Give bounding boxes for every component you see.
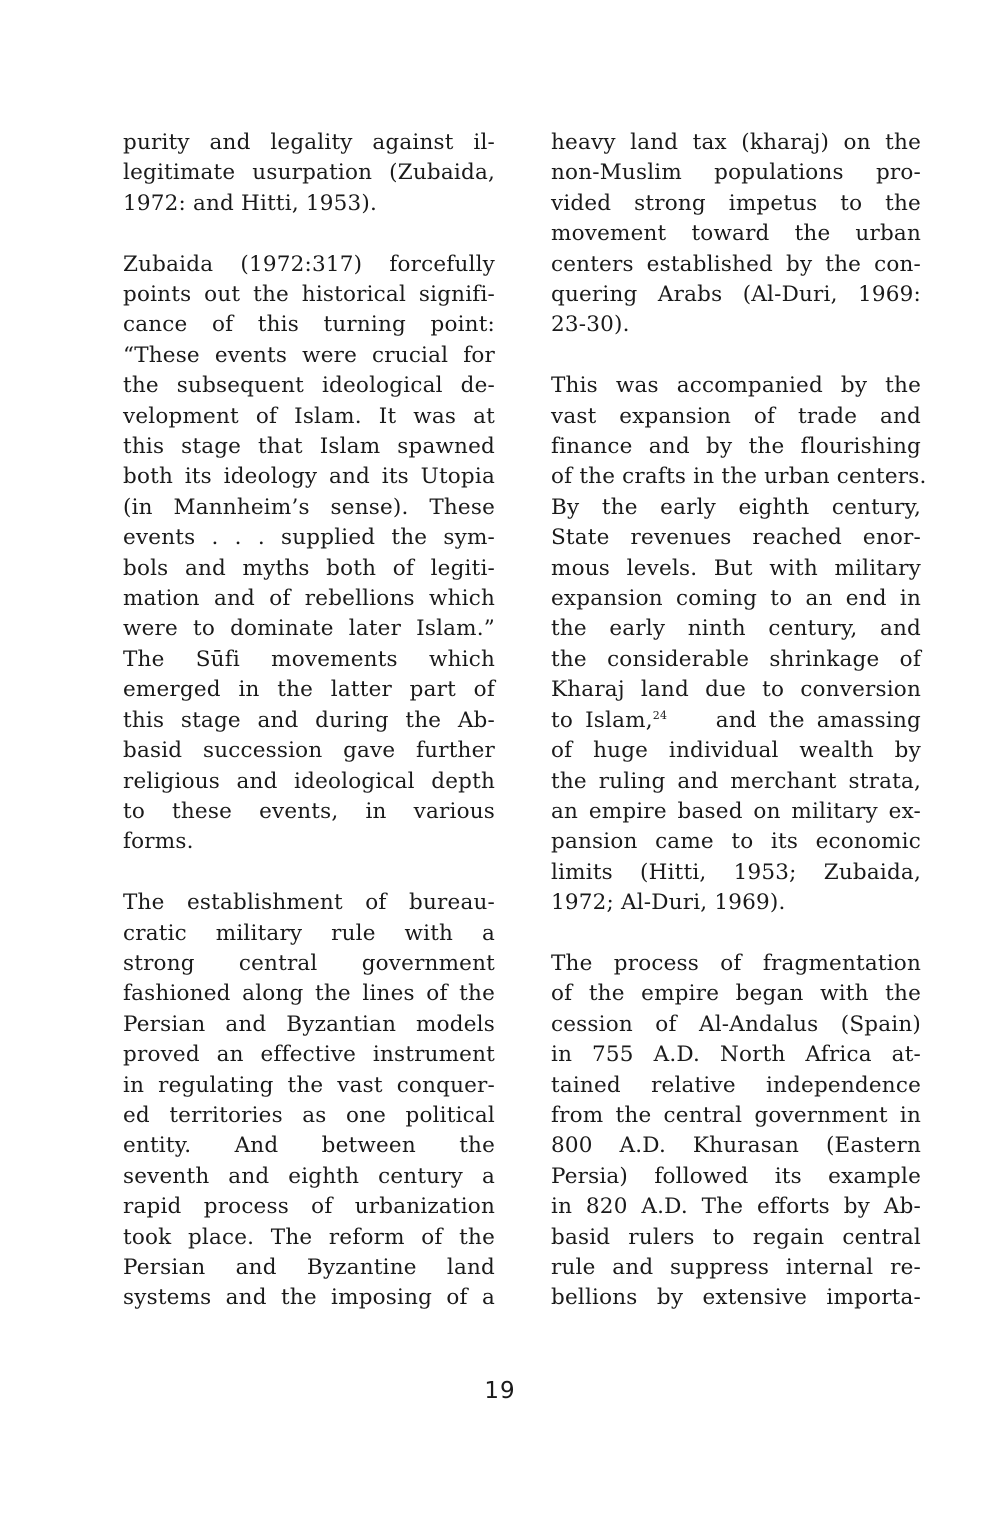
text-line: pansion came to its economic	[551, 829, 921, 855]
text-line: in regulating the vast conquer-	[123, 1072, 495, 1098]
text-line: (in Mannheim’s sense). These	[123, 494, 495, 520]
text-line: Persian and Byzantian models	[123, 1011, 495, 1037]
right-paragraph-1	[551, 128, 921, 341]
text-line: “These events were crucial for	[123, 342, 495, 368]
text-line: mation and of rebellions which	[123, 586, 495, 612]
text-fragment: to Islam,	[551, 707, 653, 733]
text-line: ed territories as one political	[123, 1102, 495, 1128]
text-line: vast expansion of trade and	[551, 403, 921, 429]
text-line: of huge individual wealth by	[551, 738, 921, 764]
page-number: 19	[484, 1378, 516, 1404]
text-line: vided strong impetus to the	[551, 190, 921, 216]
text-line: Kharaj land due to conversion	[551, 677, 921, 703]
text-line: mous levels. But with military	[551, 555, 921, 581]
left-paragraph-3	[123, 888, 495, 1314]
text-line: from the central government in	[551, 1102, 921, 1128]
text-line-with-footnote	[551, 706, 921, 736]
paragraph-gap	[551, 919, 921, 949]
text-line: emerged in the latter part of	[123, 677, 495, 703]
text-line: cession of Al-Andalus (Spain)	[551, 1011, 921, 1037]
text-line: the subsequent ideological de-	[123, 373, 495, 399]
text-line: movement toward the urban	[551, 221, 921, 247]
text-line: cratic military rule with a	[123, 920, 495, 946]
text-line: in 820 A.D. The efforts by Ab-	[551, 1194, 921, 1220]
text-line: The process of fragmentation	[551, 950, 921, 976]
text-line: 23-30).	[551, 312, 630, 338]
text-line: This was accompanied by the	[551, 373, 921, 399]
text-line: seventh and eighth century a	[123, 1163, 495, 1189]
text-line: the early ninth century, and	[551, 616, 921, 642]
text-line: the considerable shrinkage of	[551, 646, 921, 672]
text-line: fashioned along the lines of the	[123, 981, 495, 1007]
text-line: rapid process of urbanization	[123, 1194, 495, 1220]
text-line: entity. And between the	[123, 1133, 495, 1159]
text-line: rule and suppress internal re-	[551, 1255, 921, 1280]
text-line: quering Arabs (Al-Duri, 1969:	[551, 282, 921, 308]
text-line: bols and myths both of legiti-	[123, 555, 495, 581]
text-line: expansion coming to an end in	[551, 586, 921, 612]
text-line: religious and ideological depth	[123, 768, 495, 794]
text-line: purity and legality against il-	[123, 130, 495, 155]
text-line: Zubaida (1972:317) forcefully	[123, 251, 495, 277]
text-line: in 755 A.D. North Africa at-	[551, 1042, 921, 1068]
text-line: proved an effective instrument	[123, 1042, 495, 1068]
footnote-marker: 24	[652, 708, 668, 722]
text-line: were to dominate later Islam.”	[123, 616, 495, 642]
text-line: Persia) followed its example	[551, 1163, 921, 1189]
text-line: tained relative independence	[551, 1072, 921, 1098]
right-paragraph-2	[551, 371, 927, 918]
text-line: both its ideology and its Utopia	[123, 464, 495, 490]
text-line: 1972; Al-Duri, 1969).	[551, 890, 786, 916]
text-line: 1972: and Hitti, 1953).	[123, 190, 378, 216]
text-line: strong central government	[123, 950, 495, 976]
text-line: State revenues reached enor-	[551, 525, 921, 551]
text-line: this stage and during the Ab-	[123, 707, 495, 733]
text-line: non-Muslim populations pro-	[551, 160, 921, 186]
left-paragraph-1	[123, 128, 495, 219]
left-paragraph-2	[123, 250, 495, 858]
text-line: basid succession gave further	[123, 738, 495, 764]
text-line: this stage that Islam spawned	[123, 434, 495, 460]
text-line: cance of this turning point:	[123, 312, 495, 338]
text-line: events . . . supplied the sym-	[123, 525, 495, 551]
text-line: The Sūfi movements which	[123, 646, 495, 672]
text-line: 800 A.D. Khurasan (Eastern	[551, 1133, 921, 1159]
text-line: to these events, in various	[123, 798, 495, 824]
text-line: finance and by the flourishing	[551, 434, 921, 460]
text-line: of the crafts in the urban centers.	[551, 464, 927, 490]
text-line: The establishment of bureau-	[123, 890, 495, 916]
text-line: limits (Hitti, 1953; Zubaida,	[551, 859, 921, 885]
paragraph-gap	[551, 341, 921, 371]
text-line: velopment of Islam. It was at	[123, 403, 495, 429]
text-line: forms.	[123, 829, 194, 855]
text-fragment: and the amassing	[715, 707, 921, 733]
text-line: centers established by the con-	[551, 251, 921, 277]
paragraph-gap	[123, 219, 495, 249]
right-column	[551, 128, 927, 1314]
paragraph-gap	[123, 858, 495, 888]
text-line: By the early eighth century,	[551, 494, 921, 520]
left-column	[123, 128, 495, 1314]
text-line: the ruling and merchant strata,	[551, 768, 921, 794]
text-line: systems and the imposing of a	[123, 1285, 495, 1311]
text-line: an empire based on military ex-	[551, 798, 921, 824]
text-line: of the empire began with the	[551, 981, 921, 1007]
text-line: bellions by extensive importa-	[551, 1285, 921, 1311]
text-line: points out the historical signifi-	[123, 282, 495, 308]
text-line: heavy land tax (kharaj) on the	[551, 130, 921, 155]
right-paragraph-3	[551, 949, 921, 1314]
text-line: took place. The reform of the	[123, 1224, 495, 1250]
text-line: basid rulers to regain central	[551, 1224, 921, 1250]
text-line: Persian and Byzantine land	[123, 1255, 495, 1280]
text-line: legitimate usurpation (Zubaida,	[123, 160, 495, 186]
